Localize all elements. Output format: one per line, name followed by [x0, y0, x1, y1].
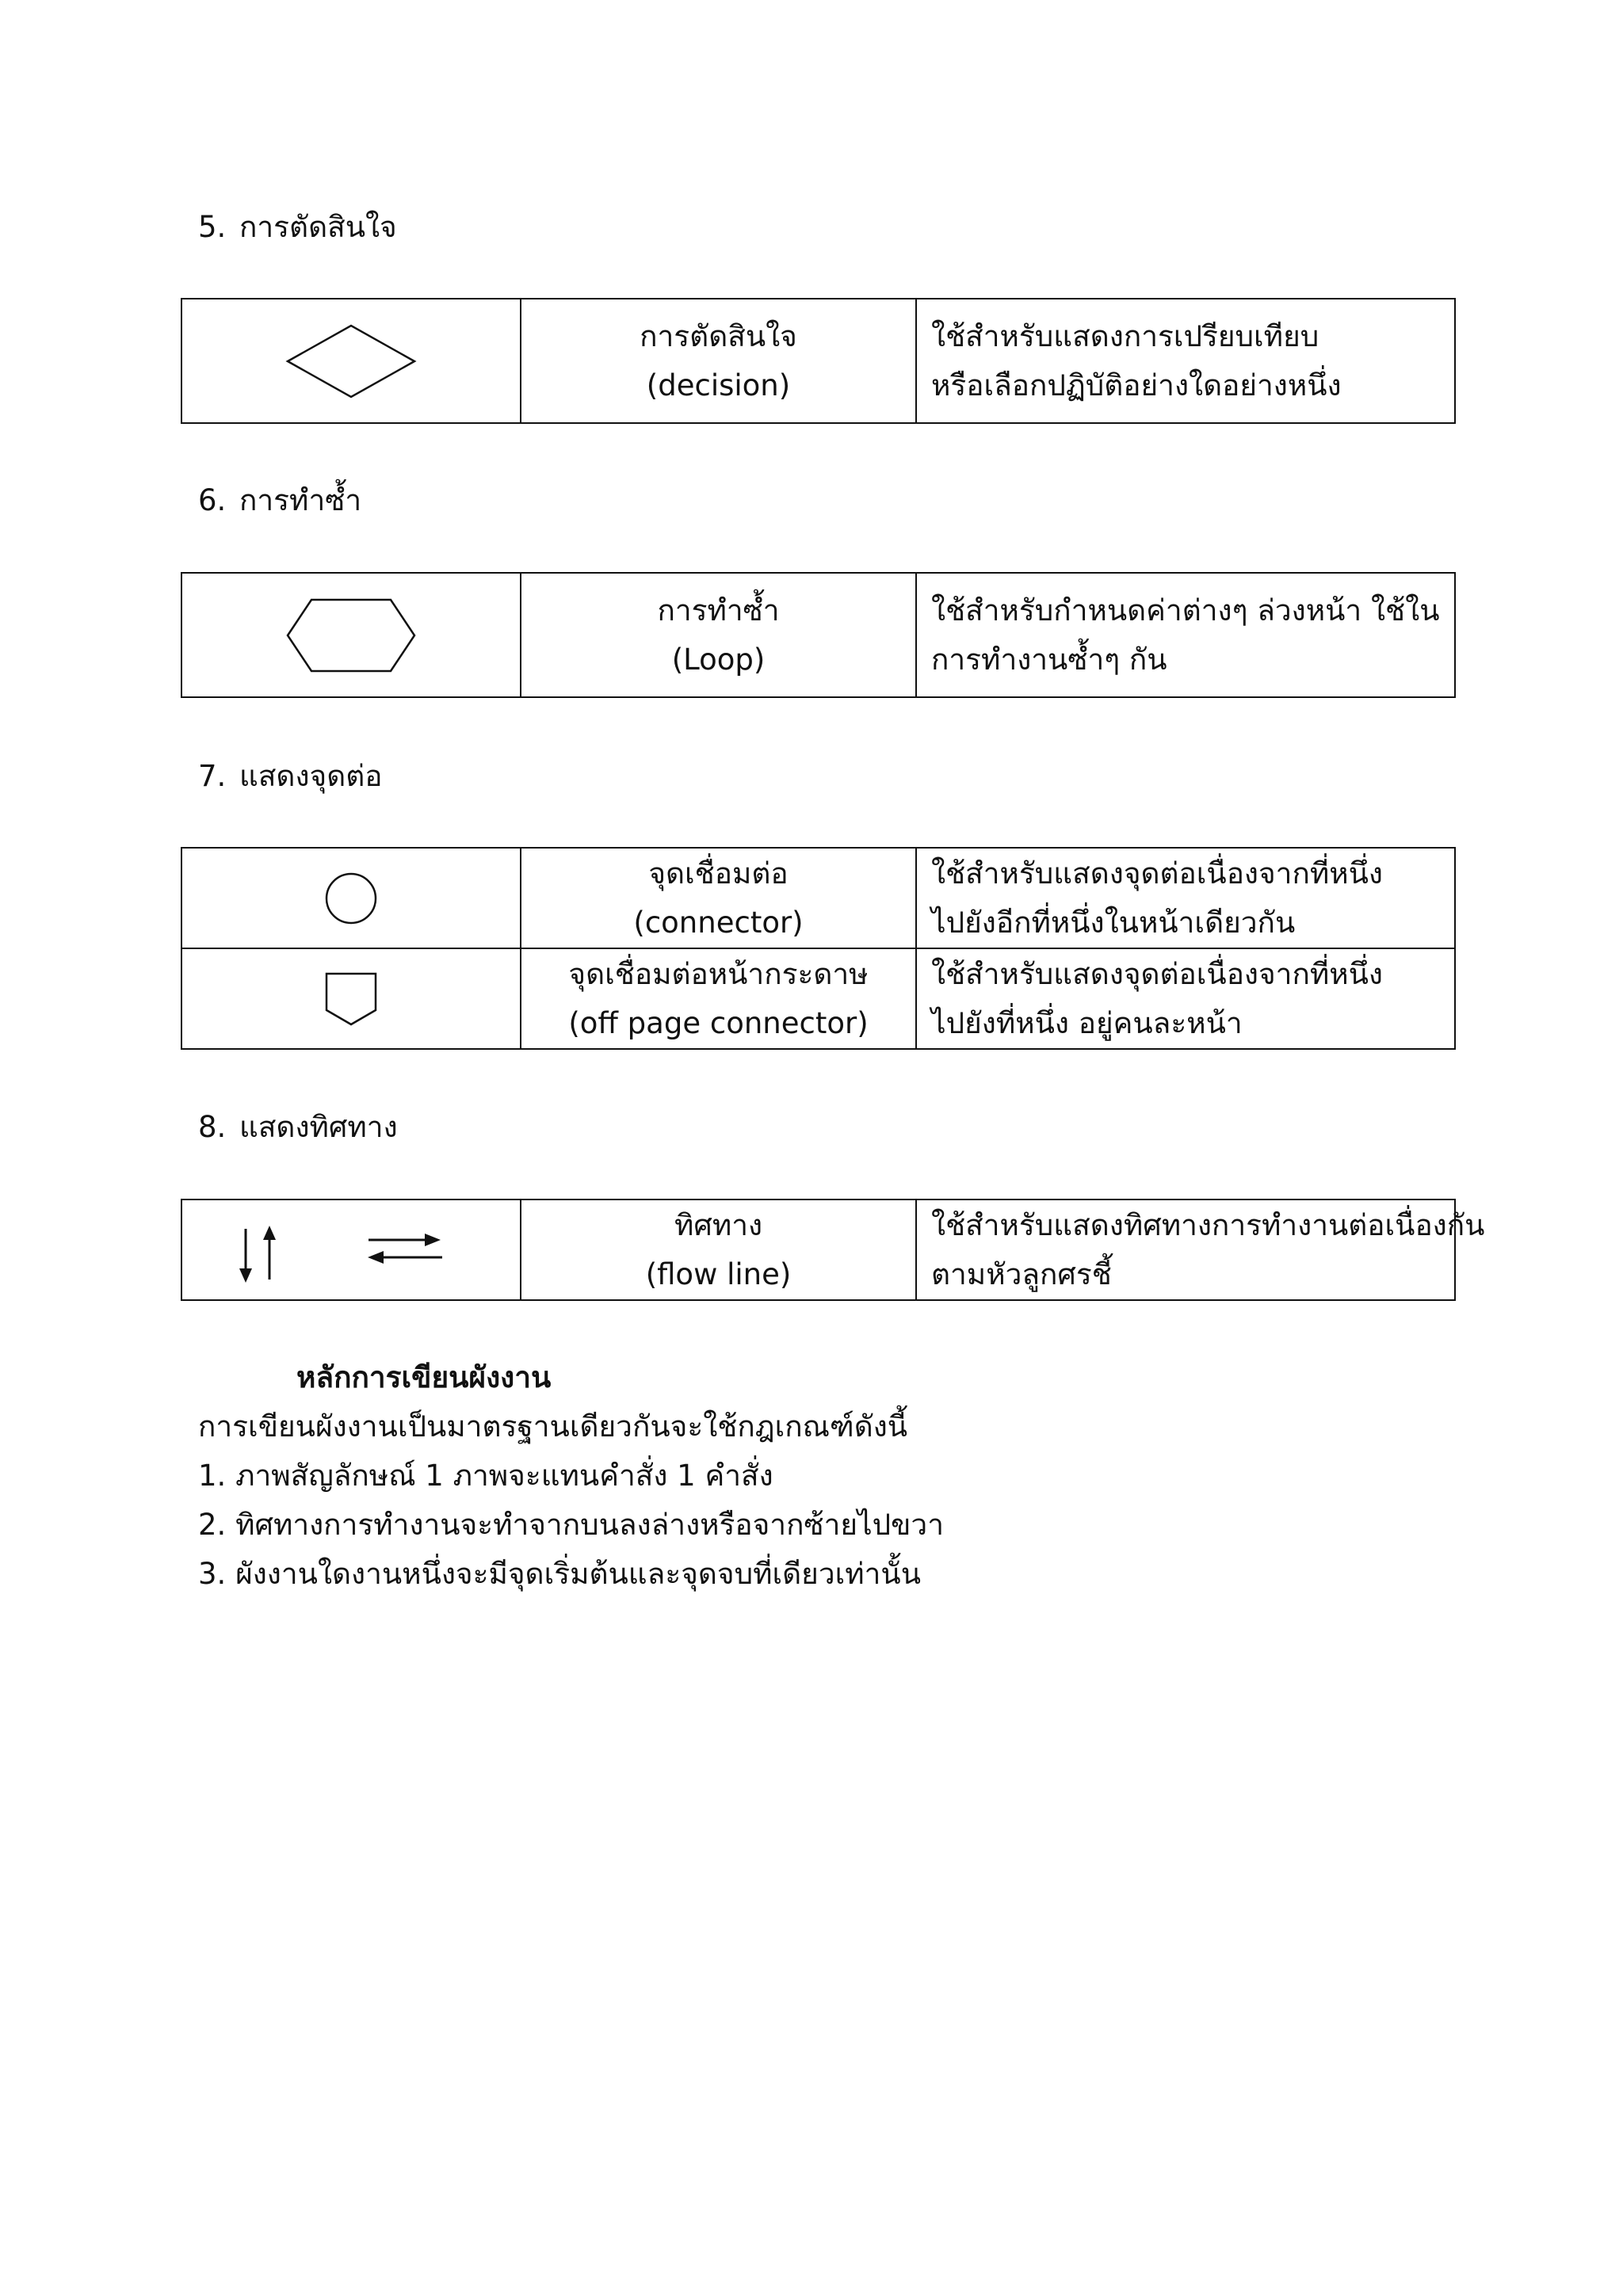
description-line-2: หรือเลือกปฏิบัติอย่างใดอย่างหนึ่ง — [931, 368, 1342, 402]
section-heading-flow-line — [198, 1108, 398, 1147]
description-line-2: ไปยังอีกที่หนึ่งในหน้าเดียวกัน — [931, 905, 1296, 940]
description-cell — [916, 848, 1455, 948]
symbol-table-connector — [181, 847, 1456, 1050]
symbol-name-th: จุดเชื่อมต่อ — [648, 856, 789, 891]
description-line-2: ตามหัวลูกศรชี้ — [931, 1257, 1112, 1291]
section-title: แสดงจุดต่อ — [239, 759, 383, 793]
symbol-table-decision — [181, 298, 1456, 424]
connector-circle-icon — [323, 871, 379, 926]
symbol-cell — [181, 1199, 521, 1300]
description-line-1: ใช้สำหรับแสดงจุดต่อเนื่องจากที่หนึ่ง — [931, 956, 1383, 991]
section-number: 7. — [198, 759, 227, 793]
off-page-connector-icon — [323, 971, 379, 1028]
description-line-1: ใช้สำหรับแสดงทิศทางการทำงานต่อเนื่องกัน — [931, 1207, 1485, 1242]
description-line-2: ไปยังที่หนึ่ง อยู่คนละหน้า — [931, 1005, 1243, 1040]
table-row — [181, 573, 1455, 697]
symbol-name-th: การตัดสินใจ — [640, 318, 797, 353]
table-row — [181, 1199, 1455, 1300]
principle-item: 1. ภาพสัญลักษณ์ 1 ภาพจะแทนคำสั่ง 1 คำสั่ง — [198, 1459, 773, 1493]
section-number: 5. — [198, 210, 227, 244]
principle-item: 3. ผังงานใดงานหนึ่งจะมีจุดเริ่มต้นและจุดจบที่เดียวเท่านั้น — [198, 1557, 921, 1591]
symbol-table-loop — [181, 572, 1456, 698]
name-cell — [521, 573, 916, 697]
section-number: 8. — [198, 1110, 227, 1144]
symbol-cell — [181, 848, 521, 948]
symbol-cell — [181, 948, 521, 1049]
symbol-name-en: (connector) — [633, 905, 804, 940]
symbol-name-en: (flow line) — [645, 1257, 792, 1291]
description-cell — [916, 948, 1455, 1049]
table-row — [181, 948, 1455, 1049]
name-cell — [521, 1199, 916, 1300]
symbol-name-en: (decision) — [646, 368, 791, 402]
symbol-cell — [181, 299, 521, 423]
description-cell — [916, 1199, 1485, 1300]
symbol-cell — [181, 573, 521, 697]
symbol-name-th: การทำซ้ำ — [657, 593, 780, 627]
principles-intro: การเขียนผังงานเป็นมาตรฐานเดียวกันจะใช้กฎเกณฑ์ดังนี้ — [198, 1409, 908, 1444]
decision-diamond-icon — [284, 322, 418, 401]
name-cell — [521, 299, 916, 423]
section-title: แสดงทิศทาง — [239, 1110, 398, 1144]
section-number: 6. — [198, 483, 227, 517]
section-heading-connector — [198, 757, 382, 796]
loop-hexagon-icon — [284, 596, 418, 675]
symbol-name-th: ทิศทาง — [674, 1207, 763, 1242]
symbol-name-en: (Loop) — [671, 642, 766, 677]
description-cell — [916, 299, 1455, 423]
table-row — [181, 848, 1455, 948]
principles-block — [198, 1353, 944, 1599]
table-row — [181, 299, 1455, 423]
principles-title: หลักการเขียนผังงาน — [296, 1360, 552, 1394]
section-title: การตัดสินใจ — [239, 210, 397, 244]
description-line-1: ใช้สำหรับแสดงจุดต่อเนื่องจากที่หนึ่ง — [931, 856, 1383, 891]
description-line-1: ใช้สำหรับกำหนดค่าต่างๆ ล่วงหน้า ใช้ใน — [931, 593, 1440, 627]
name-cell — [521, 848, 916, 948]
name-cell — [521, 948, 916, 1049]
principle-item: 2. ทิศทางการทำงานจะทำจากบนลงล่างหรือจากซ้ายไปขวา — [198, 1508, 944, 1542]
symbol-name-th: จุดเชื่อมต่อหน้ากระดาษ — [568, 956, 869, 991]
flow-line-arrows-icon — [182, 1207, 521, 1294]
section-heading-decision — [198, 208, 397, 247]
description-cell — [916, 573, 1455, 697]
description-line-2: การทำงานซ้ำๆ กัน — [931, 642, 1167, 677]
section-title: การทำซ้ำ — [239, 483, 362, 517]
symbol-name-en: (off page connector) — [568, 1005, 869, 1040]
description-line-1: ใช้สำหรับแสดงการเปรียบเทียบ — [931, 318, 1319, 353]
section-heading-loop — [198, 481, 361, 521]
symbol-table-flow-line — [181, 1199, 1485, 1301]
